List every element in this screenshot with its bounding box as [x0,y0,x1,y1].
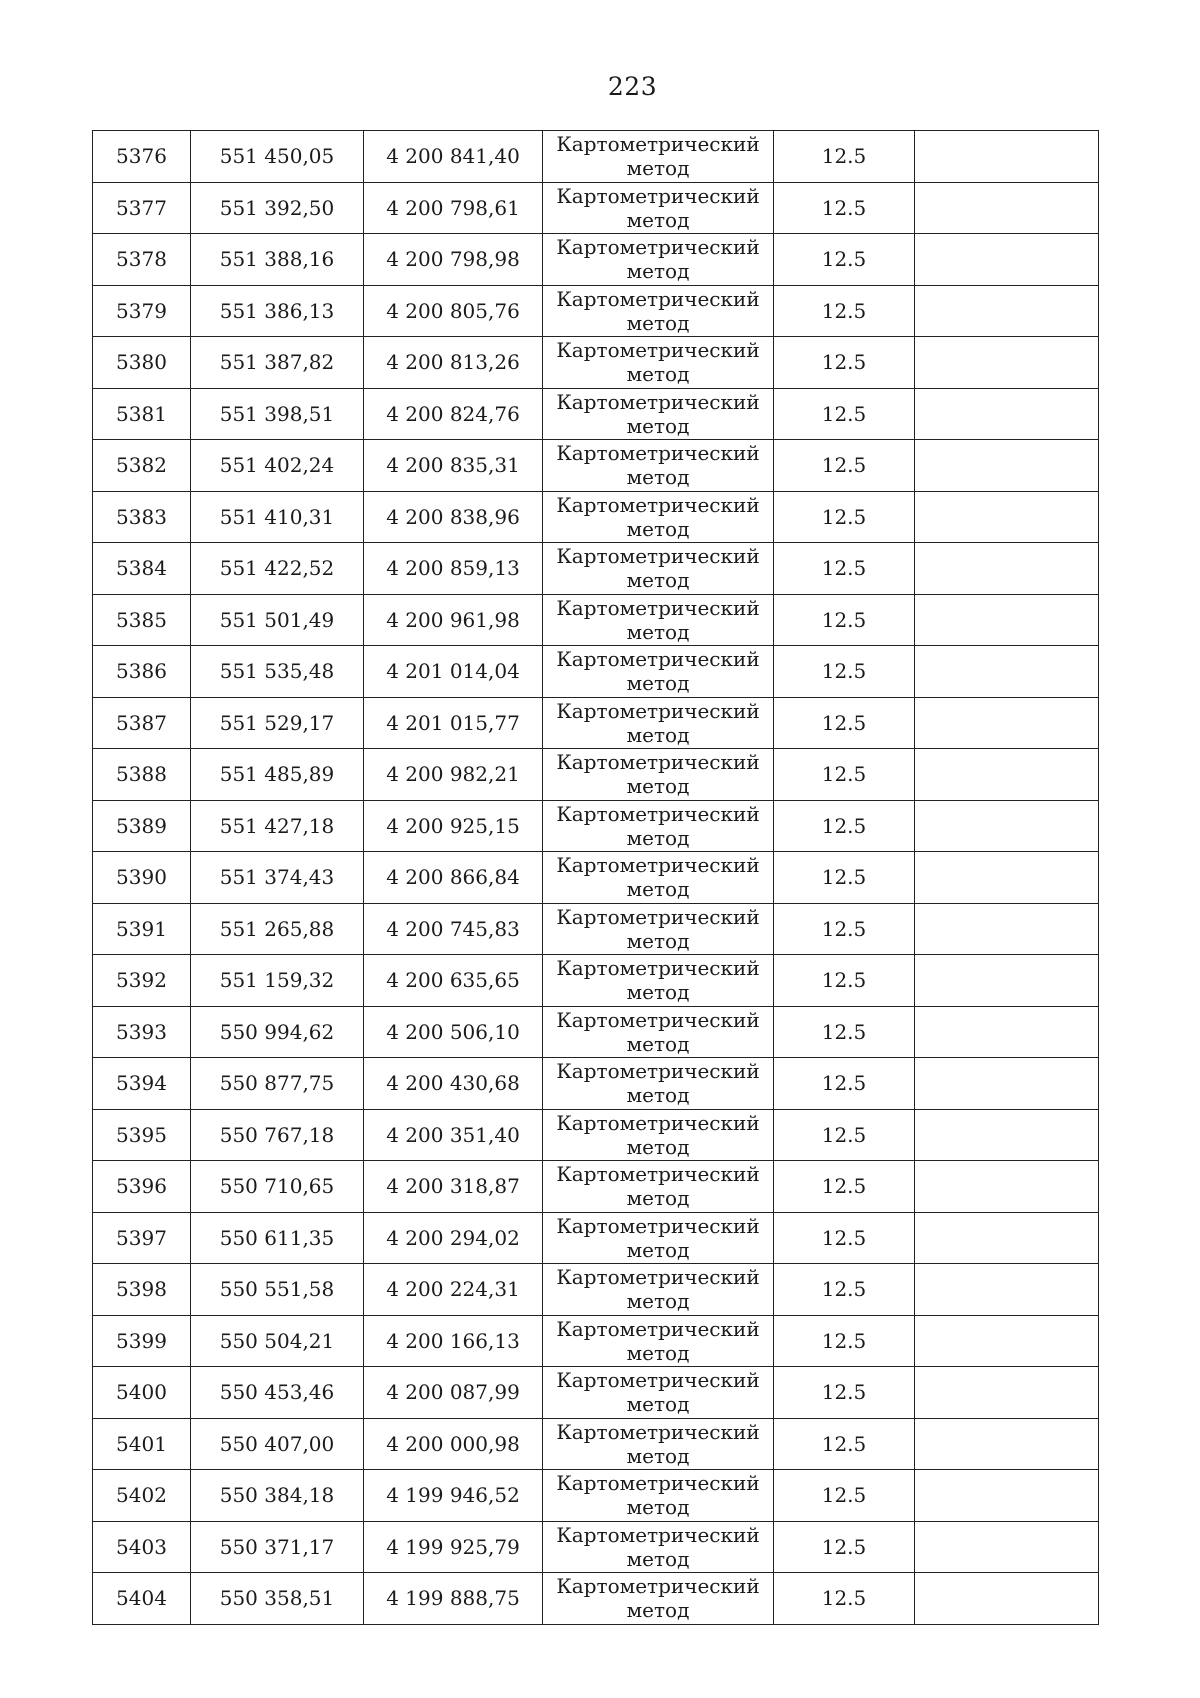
table-row [93,1418,1099,1470]
x-coordinate-cell: 551 402,24 [191,440,364,492]
note-cell [915,1573,1099,1625]
method-line-2: метод [626,1031,690,1056]
method-line-1: Картометрический [556,544,760,569]
method-cell [543,903,774,955]
accuracy-cell: 12.5 [774,285,915,337]
method-cell [543,800,774,852]
method-line-2: метод [626,825,690,850]
y-coordinate-cell: 4 200 166,13 [364,1315,543,1367]
x-coordinate-cell: 551 386,13 [191,285,364,337]
method-cell [543,337,774,389]
x-coordinate-cell: 551 485,89 [191,749,364,801]
x-coordinate-cell: 551 450,05 [191,131,364,183]
method-cell [543,697,774,749]
x-coordinate-cell: 551 501,49 [191,594,364,646]
accuracy-cell: 12.5 [774,1006,915,1058]
method-cell [543,749,774,801]
method-line-2: метод [626,671,690,696]
method-line-2: метод [626,928,690,953]
note-cell [915,131,1099,183]
note-cell [915,1418,1099,1470]
table-row [93,234,1099,286]
y-coordinate-cell: 4 200 859,13 [364,543,543,595]
method-line-2: метод [626,413,690,438]
x-coordinate-cell: 550 710,65 [191,1161,364,1213]
method-cell [543,491,774,543]
accuracy-cell: 12.5 [774,1109,915,1161]
table-row [93,903,1099,955]
table-row [93,182,1099,234]
method-line-2: метод [626,1083,690,1108]
y-coordinate-cell: 4 200 961,98 [364,594,543,646]
method-cell [543,1264,774,1316]
point-number-cell: 5404 [93,1573,191,1625]
y-coordinate-cell: 4 200 506,10 [364,1006,543,1058]
x-coordinate-cell: 551 392,50 [191,182,364,234]
note-cell [915,697,1099,749]
method-line-1: Картометрический [556,595,760,620]
method-line-2: метод [626,1546,690,1571]
method-line-1: Картометрический [556,750,760,775]
point-number-cell: 5393 [93,1006,191,1058]
method-cell [543,388,774,440]
method-line-2: метод [626,1392,690,1417]
y-coordinate-cell: 4 199 888,75 [364,1573,543,1625]
coordinates-table-body [93,131,1099,1625]
point-number-cell: 5399 [93,1315,191,1367]
table-row [93,1470,1099,1522]
table-row [93,440,1099,492]
method-line-1: Картометрический [556,956,760,981]
table-row [93,1212,1099,1264]
point-number-cell: 5380 [93,337,191,389]
y-coordinate-cell: 4 200 635,65 [364,955,543,1007]
y-coordinate-cell: 4 199 946,52 [364,1470,543,1522]
x-coordinate-cell: 551 410,31 [191,491,364,543]
accuracy-cell: 12.5 [774,1470,915,1522]
method-line-2: метод [626,310,690,335]
y-coordinate-cell: 4 200 805,76 [364,285,543,337]
accuracy-cell: 12.5 [774,955,915,1007]
method-line-2: метод [626,1289,690,1314]
accuracy-cell: 12.5 [774,182,915,234]
method-line-1: Картометрический [556,1368,760,1393]
point-number-cell: 5381 [93,388,191,440]
accuracy-cell: 12.5 [774,1521,915,1573]
x-coordinate-cell: 550 504,21 [191,1315,364,1367]
note-cell [915,440,1099,492]
method-cell [543,234,774,286]
table-row [93,337,1099,389]
accuracy-cell: 12.5 [774,388,915,440]
table-row [93,1109,1099,1161]
note-cell [915,182,1099,234]
table-row [93,1264,1099,1316]
note-cell [915,1521,1099,1573]
x-coordinate-cell: 550 358,51 [191,1573,364,1625]
method-cell [543,1315,774,1367]
method-line-2: метод [626,207,690,232]
method-line-2: метод [626,1598,690,1623]
accuracy-cell: 12.5 [774,646,915,698]
point-number-cell: 5391 [93,903,191,955]
method-cell [543,1161,774,1213]
x-coordinate-cell: 550 371,17 [191,1521,364,1573]
table-row [93,1058,1099,1110]
table-row [93,852,1099,904]
method-cell [543,543,774,595]
method-line-2: метод [626,980,690,1005]
accuracy-cell: 12.5 [774,697,915,749]
x-coordinate-cell: 551 427,18 [191,800,364,852]
method-line-1: Картометрический [556,132,760,157]
method-cell [543,1058,774,1110]
accuracy-cell: 12.5 [774,1212,915,1264]
point-number-cell: 5403 [93,1521,191,1573]
method-cell [543,1521,774,1573]
y-coordinate-cell: 4 201 015,77 [364,697,543,749]
note-cell [915,285,1099,337]
method-line-2: метод [626,877,690,902]
method-line-2: метод [626,465,690,490]
y-coordinate-cell: 4 200 351,40 [364,1109,543,1161]
y-coordinate-cell: 4 200 925,15 [364,800,543,852]
method-line-1: Картометрический [556,338,760,363]
method-line-2: метод [626,156,690,181]
method-line-1: Картометрический [556,1059,760,1084]
accuracy-cell: 12.5 [774,1418,915,1470]
y-coordinate-cell: 4 200 982,21 [364,749,543,801]
accuracy-cell: 12.5 [774,1367,915,1419]
method-line-1: Картометрический [556,1574,760,1599]
page-number: 223 [607,72,658,101]
accuracy-cell: 12.5 [774,543,915,595]
accuracy-cell: 12.5 [774,1264,915,1316]
method-cell [543,285,774,337]
table-row [93,646,1099,698]
point-number-cell: 5397 [93,1212,191,1264]
point-number-cell: 5389 [93,800,191,852]
point-number-cell: 5394 [93,1058,191,1110]
table-row [93,749,1099,801]
note-cell [915,1367,1099,1419]
method-cell [543,1109,774,1161]
method-cell [543,1470,774,1522]
table-row [93,697,1099,749]
note-cell [915,800,1099,852]
accuracy-cell: 12.5 [774,1315,915,1367]
point-number-cell: 5376 [93,131,191,183]
y-coordinate-cell: 4 200 813,26 [364,337,543,389]
method-line-1: Картометрический [556,1316,760,1341]
method-line-2: метод [626,619,690,644]
accuracy-cell: 12.5 [774,800,915,852]
table-row [93,1161,1099,1213]
method-line-1: Картометрический [556,1419,760,1444]
y-coordinate-cell: 4 200 798,98 [364,234,543,286]
note-cell [915,1264,1099,1316]
method-cell [543,646,774,698]
note-cell [915,337,1099,389]
method-line-1: Картометрический [556,1162,760,1187]
method-line-1: Картометрический [556,1213,760,1238]
y-coordinate-cell: 4 199 925,79 [364,1521,543,1573]
note-cell [915,543,1099,595]
note-cell [915,852,1099,904]
y-coordinate-cell: 4 201 014,04 [364,646,543,698]
method-line-2: метод [626,1340,690,1365]
accuracy-cell: 12.5 [774,440,915,492]
point-number-cell: 5400 [93,1367,191,1419]
accuracy-cell: 12.5 [774,234,915,286]
table-row [93,131,1099,183]
method-line-2: метод [626,722,690,747]
point-number-cell: 5387 [93,697,191,749]
point-number-cell: 5385 [93,594,191,646]
point-number-cell: 5377 [93,182,191,234]
method-line-1: Картометрический [556,853,760,878]
note-cell [915,955,1099,1007]
method-line-2: метод [626,259,690,284]
y-coordinate-cell: 4 200 000,98 [364,1418,543,1470]
note-cell [915,1212,1099,1264]
note-cell [915,234,1099,286]
y-coordinate-cell: 4 200 835,31 [364,440,543,492]
note-cell [915,1109,1099,1161]
method-cell [543,131,774,183]
y-coordinate-cell: 4 200 087,99 [364,1367,543,1419]
method-line-1: Картометрический [556,1265,760,1290]
point-number-cell: 5386 [93,646,191,698]
method-line-2: метод [626,1134,690,1159]
x-coordinate-cell: 550 994,62 [191,1006,364,1058]
table-row [93,1521,1099,1573]
table-row [93,388,1099,440]
method-line-1: Картометрический [556,698,760,723]
method-line-1: Картометрический [556,441,760,466]
accuracy-cell: 12.5 [774,1573,915,1625]
method-line-1: Картометрический [556,183,760,208]
method-cell [543,955,774,1007]
y-coordinate-cell: 4 200 318,87 [364,1161,543,1213]
point-number-cell: 5378 [93,234,191,286]
table-row [93,1006,1099,1058]
point-number-cell: 5398 [93,1264,191,1316]
method-line-1: Картометрический [556,801,760,826]
method-line-2: метод [626,362,690,387]
point-number-cell: 5382 [93,440,191,492]
method-line-2: метод [626,1237,690,1262]
accuracy-cell: 12.5 [774,903,915,955]
table-row [93,1573,1099,1625]
x-coordinate-cell: 550 453,46 [191,1367,364,1419]
method-line-1: Картометрический [556,492,760,517]
y-coordinate-cell: 4 200 824,76 [364,388,543,440]
table-row [93,1315,1099,1367]
point-number-cell: 5383 [93,491,191,543]
point-number-cell: 5390 [93,852,191,904]
method-line-1: Картометрический [556,389,760,414]
method-cell [543,852,774,904]
note-cell [915,388,1099,440]
point-number-cell: 5402 [93,1470,191,1522]
x-coordinate-cell: 550 877,75 [191,1058,364,1110]
y-coordinate-cell: 4 200 294,02 [364,1212,543,1264]
method-cell [543,1367,774,1419]
method-line-1: Картометрический [556,904,760,929]
method-cell [543,1418,774,1470]
point-number-cell: 5384 [93,543,191,595]
method-line-2: метод [626,516,690,541]
accuracy-cell: 12.5 [774,594,915,646]
note-cell [915,646,1099,698]
method-line-2: метод [626,568,690,593]
method-cell [543,182,774,234]
x-coordinate-cell: 550 551,58 [191,1264,364,1316]
y-coordinate-cell: 4 200 866,84 [364,852,543,904]
y-coordinate-cell: 4 200 745,83 [364,903,543,955]
table-row [93,955,1099,1007]
x-coordinate-cell: 551 529,17 [191,697,364,749]
method-line-1: Картометрический [556,1522,760,1547]
method-line-2: метод [626,1495,690,1520]
accuracy-cell: 12.5 [774,1058,915,1110]
accuracy-cell: 12.5 [774,749,915,801]
method-cell [543,440,774,492]
point-number-cell: 5388 [93,749,191,801]
accuracy-cell: 12.5 [774,337,915,389]
method-line-1: Картометрический [556,1471,760,1496]
y-coordinate-cell: 4 200 838,96 [364,491,543,543]
point-number-cell: 5395 [93,1109,191,1161]
x-coordinate-cell: 550 384,18 [191,1470,364,1522]
note-cell [915,1315,1099,1367]
accuracy-cell: 12.5 [774,131,915,183]
x-coordinate-cell: 551 398,51 [191,388,364,440]
y-coordinate-cell: 4 200 224,31 [364,1264,543,1316]
note-cell [915,1161,1099,1213]
x-coordinate-cell: 551 159,32 [191,955,364,1007]
y-coordinate-cell: 4 200 798,61 [364,182,543,234]
table-row [93,1367,1099,1419]
accuracy-cell: 12.5 [774,852,915,904]
x-coordinate-cell: 550 407,00 [191,1418,364,1470]
y-coordinate-cell: 4 200 430,68 [364,1058,543,1110]
method-cell [543,594,774,646]
table-row [93,543,1099,595]
note-cell [915,1006,1099,1058]
note-cell [915,594,1099,646]
method-line-1: Картометрический [556,235,760,260]
method-line-1: Картометрический [556,647,760,672]
method-line-2: метод [626,1186,690,1211]
x-coordinate-cell: 550 611,35 [191,1212,364,1264]
x-coordinate-cell: 551 388,16 [191,234,364,286]
x-coordinate-cell: 551 374,43 [191,852,364,904]
point-number-cell: 5401 [93,1418,191,1470]
point-number-cell: 5392 [93,955,191,1007]
x-coordinate-cell: 551 535,48 [191,646,364,698]
note-cell [915,749,1099,801]
note-cell [915,903,1099,955]
note-cell [915,491,1099,543]
accuracy-cell: 12.5 [774,1161,915,1213]
table-row [93,594,1099,646]
table-row [93,491,1099,543]
note-cell [915,1470,1099,1522]
method-line-2: метод [626,774,690,799]
method-line-1: Картометрический [556,1110,760,1135]
method-cell [543,1212,774,1264]
x-coordinate-cell: 551 387,82 [191,337,364,389]
accuracy-cell: 12.5 [774,491,915,543]
point-number-cell: 5396 [93,1161,191,1213]
method-cell [543,1573,774,1625]
note-cell [915,1058,1099,1110]
coordinates-table [92,130,1099,1625]
x-coordinate-cell: 550 767,18 [191,1109,364,1161]
method-line-1: Картометрический [556,1007,760,1032]
y-coordinate-cell: 4 200 841,40 [364,131,543,183]
table-row [93,800,1099,852]
x-coordinate-cell: 551 422,52 [191,543,364,595]
method-cell [543,1006,774,1058]
table-row [93,285,1099,337]
method-line-2: метод [626,1443,690,1468]
point-number-cell: 5379 [93,285,191,337]
method-line-1: Картометрический [556,286,760,311]
x-coordinate-cell: 551 265,88 [191,903,364,955]
